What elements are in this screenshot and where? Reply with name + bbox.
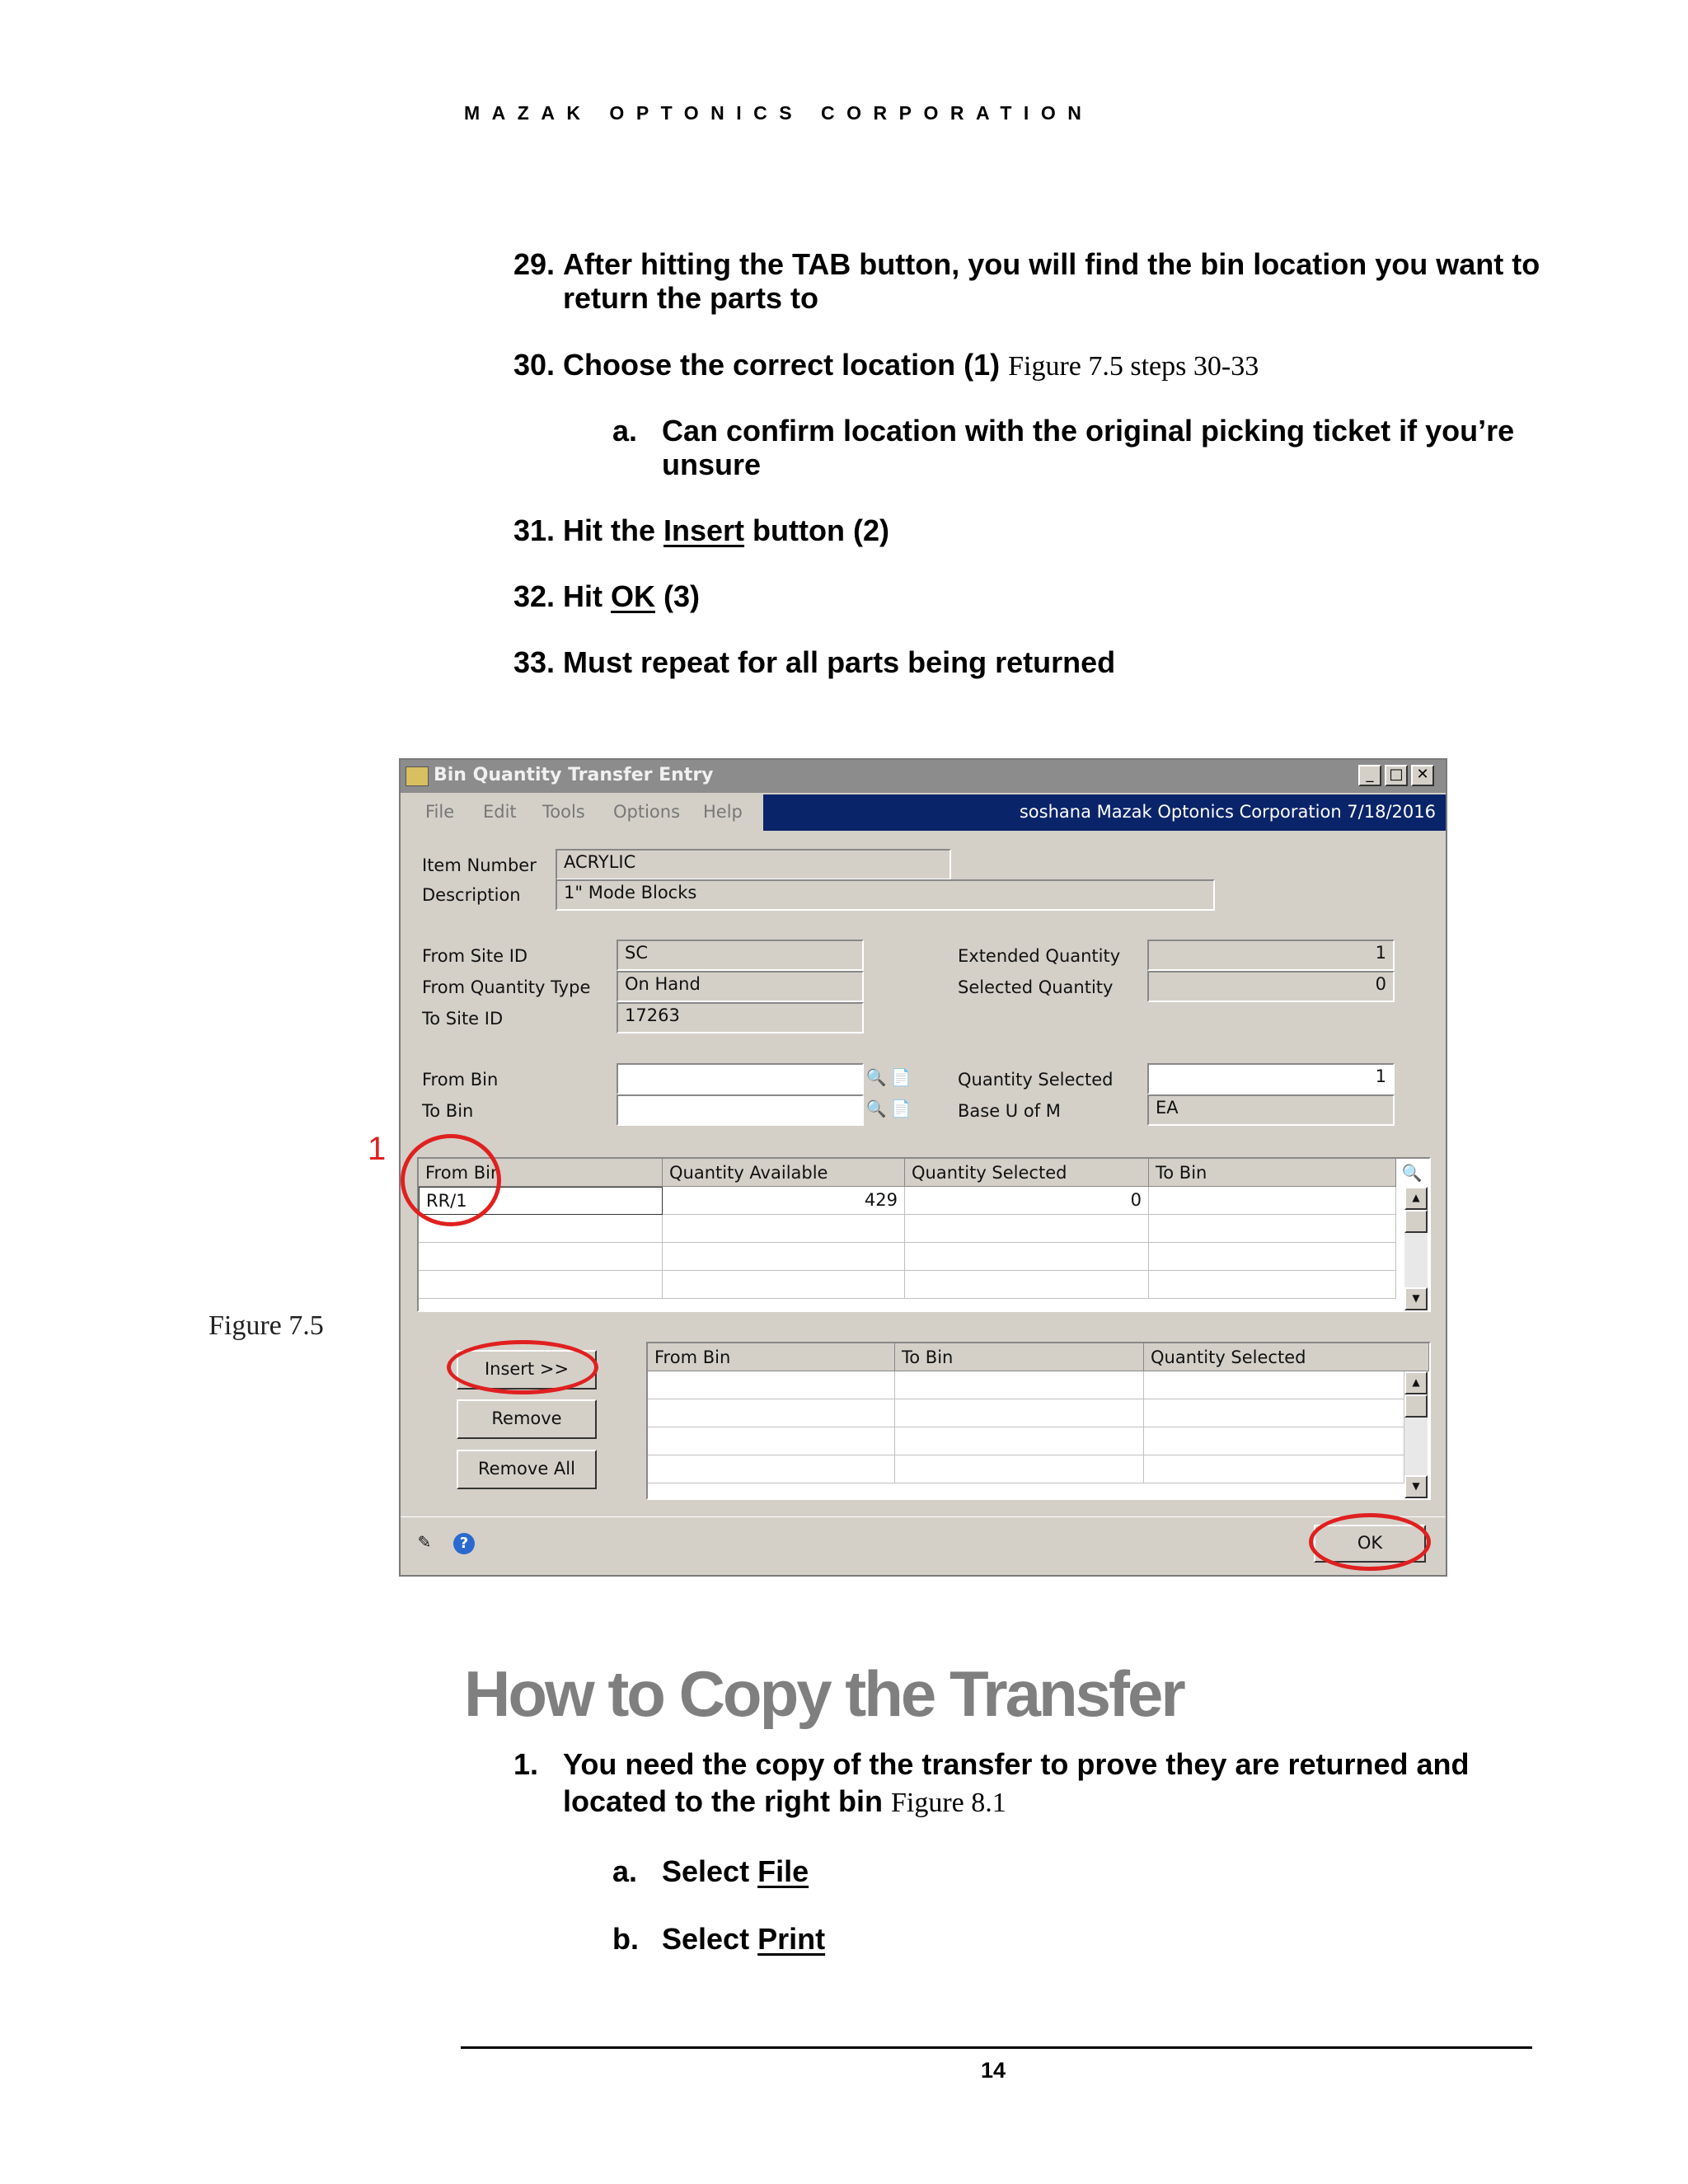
grid-empty-cell — [663, 1271, 905, 1299]
scroll-thumb[interactable] — [1404, 1210, 1428, 1233]
step-text: Hit the — [563, 513, 663, 547]
grid-header[interactable]: From Bin — [648, 1343, 895, 1371]
from-bin-note-icon[interactable]: 📄 — [890, 1067, 912, 1087]
from-qty-type-label: From Quantity Type — [422, 977, 591, 997]
grid-cell-from-bin[interactable]: RR/1 — [419, 1187, 663, 1215]
grid-empty-cell — [648, 1371, 895, 1399]
grid-empty-cell — [1149, 1271, 1396, 1299]
from-qty-type-field[interactable]: On Hand — [617, 971, 864, 1002]
step-31 — [513, 513, 1536, 551]
from-bin-lookup-icon[interactable]: 🔍 — [865, 1067, 887, 1087]
window-title: Bin Quantity Transfer Entry — [434, 765, 714, 785]
bin-quantity-transfer-window — [399, 758, 1447, 1577]
maximize-button[interactable]: □ — [1385, 765, 1408, 786]
copy-step-1 — [513, 1747, 1536, 1821]
grid-empty-cell — [648, 1455, 895, 1483]
step-text-cont: unsure — [662, 448, 762, 481]
step-text-cont: return the parts to — [563, 281, 819, 315]
grid-empty-cell — [895, 1399, 1144, 1427]
insert-button[interactable]: Insert >> — [457, 1350, 597, 1390]
from-site-label: From Site ID — [422, 946, 528, 966]
grid-header[interactable]: To Bin — [895, 1343, 1144, 1371]
grid-empty-cell — [663, 1215, 905, 1243]
app-icon — [406, 766, 429, 786]
from-bin-label: From Bin — [422, 1070, 499, 1090]
grid-empty-cell — [1144, 1399, 1404, 1427]
qty-selected-label: Quantity Selected — [958, 1070, 1114, 1090]
ok-link: OK — [611, 579, 655, 613]
copy-step-b — [612, 1922, 1519, 1959]
extended-qty-label: Extended Quantity — [958, 946, 1121, 966]
to-bin-note-icon[interactable]: 📄 — [890, 1099, 912, 1118]
grid-empty-cell — [1144, 1427, 1404, 1455]
item-number-field[interactable]: ACRYLIC — [556, 849, 951, 880]
step-letter: b. — [612, 1922, 639, 1956]
menu-help[interactable]: Help — [703, 802, 743, 822]
print-link: Print — [757, 1922, 826, 1956]
step-text-cont: located to the right bin — [563, 1784, 883, 1818]
step-text: Hit — [563, 579, 611, 613]
grid-empty-cell — [1149, 1215, 1396, 1243]
close-button[interactable]: ✕ — [1411, 765, 1434, 786]
grid-empty-cell — [895, 1371, 1144, 1399]
selected-qty-label: Selected Quantity — [958, 977, 1114, 997]
step-letter: a. — [612, 1854, 638, 1888]
grid-header[interactable]: Quantity Available — [663, 1159, 905, 1187]
base-uom-label: Base U of M — [958, 1101, 1061, 1121]
step-30a — [612, 414, 1536, 488]
grid-empty-cell — [648, 1399, 895, 1427]
description-field[interactable]: 1" Mode Blocks — [556, 879, 1215, 911]
step-text: Can confirm location with the original picking ticket if you’re — [662, 414, 1515, 448]
to-bin-label: To Bin — [422, 1101, 474, 1121]
step-text-end: (3) — [655, 579, 700, 613]
grid-empty-cell — [895, 1455, 1144, 1483]
selected-qty-field: 0 — [1147, 971, 1395, 1002]
step-text: You need the copy of the transfer to prove they are returned and — [563, 1747, 1470, 1781]
scroll-down-icon[interactable]: ▼ — [1404, 1287, 1428, 1310]
available-bins-grid — [417, 1157, 1431, 1312]
step-number: 1. — [513, 1747, 539, 1781]
user-info-bar — [763, 794, 1446, 831]
step-number: 30. — [513, 348, 556, 382]
step-number: 29. — [513, 247, 556, 281]
annotation-circle-2 — [447, 1340, 598, 1394]
step-text: Select — [662, 1854, 758, 1888]
user-info: soshana Mazak Optonics Corporation 7/18/2016 — [1019, 802, 1436, 822]
step-letter: a. — [612, 414, 638, 448]
grid-empty-cell — [663, 1243, 905, 1271]
from-site-field[interactable]: SC — [617, 940, 864, 971]
grid-empty-cell — [419, 1271, 663, 1299]
grid-empty-cell — [1144, 1455, 1404, 1483]
to-site-label: To Site ID — [422, 1009, 504, 1029]
step-text-end: button (2) — [744, 513, 889, 547]
grid-header[interactable]: Quantity Selected — [1144, 1343, 1429, 1371]
grid-empty-cell — [905, 1243, 1149, 1271]
grid-header[interactable]: Quantity Selected — [905, 1159, 1149, 1187]
title-bar — [401, 760, 1446, 793]
selected-bins-grid — [646, 1342, 1431, 1500]
qty-selected-field[interactable]: 1 — [1147, 1063, 1395, 1094]
grid-empty-cell — [1149, 1243, 1396, 1271]
page-number: 14 — [981, 2058, 1006, 2083]
step-text: Select — [662, 1922, 758, 1956]
item-number-label: Item Number — [422, 855, 537, 875]
figure-label: Figure 7.5 — [209, 1310, 324, 1341]
remove-all-button[interactable]: Remove All — [457, 1450, 597, 1489]
scroll-down-icon[interactable]: ▼ — [1404, 1475, 1428, 1498]
grid-empty-cell — [895, 1427, 1144, 1455]
scroll-up-icon[interactable]: ▲ — [1404, 1371, 1428, 1394]
grid-cell-qty-selected[interactable]: 0 — [905, 1187, 1149, 1215]
help-icon[interactable]: ? — [453, 1533, 475, 1554]
ok-button[interactable]: OK — [1314, 1525, 1426, 1563]
window-footer — [401, 1516, 1446, 1577]
remove-button[interactable]: Remove — [457, 1399, 597, 1439]
to-site-field[interactable]: 17263 — [617, 1002, 864, 1033]
step-29 — [513, 247, 1540, 321]
step-30 — [513, 348, 1536, 385]
grid-empty-cell — [905, 1215, 1149, 1243]
from-bin-field[interactable] — [617, 1063, 864, 1094]
file-link: File — [757, 1854, 809, 1888]
annotation-circle-3 — [1309, 1513, 1431, 1571]
grid-empty-cell — [905, 1271, 1149, 1299]
description-label: Description — [422, 885, 521, 905]
base-uom-field: EA — [1147, 1094, 1395, 1126]
menu-tools[interactable]: Tools — [542, 802, 585, 822]
grid-header[interactable]: From Bin — [419, 1159, 663, 1187]
extended-qty-field: 1 — [1147, 940, 1395, 971]
to-bin-lookup-icon[interactable]: 🔍 — [865, 1099, 887, 1118]
scroll-up-icon[interactable]: ▲ — [1404, 1187, 1428, 1210]
grid-empty-cell — [1144, 1371, 1404, 1399]
company-header: MAZAK OPTONICS CORPORATION — [464, 102, 1094, 124]
menu-edit[interactable]: Edit — [483, 802, 517, 822]
grid-scrollbar[interactable] — [1404, 1187, 1428, 1310]
step-number: 33. — [513, 645, 556, 679]
grid-header[interactable]: To Bin — [1149, 1159, 1396, 1187]
step-number: 31. — [513, 513, 556, 547]
menu-options[interactable]: Options — [613, 802, 681, 822]
footer-rule — [461, 2046, 1532, 2049]
section-title: How to Copy the Transfer — [464, 1657, 1184, 1730]
step-text: After hitting the TAB button, you will find the bin location you want to — [563, 247, 1540, 281]
annotation-circle-1 — [401, 1134, 501, 1226]
grid-empty-cell — [648, 1427, 895, 1455]
insert-link: Insert — [663, 513, 745, 547]
step-33 — [513, 645, 1536, 682]
step-32 — [513, 579, 1536, 616]
grid-cell-to-bin[interactable] — [1149, 1187, 1396, 1215]
grid-cell-qty-available: 429 — [663, 1187, 905, 1215]
scroll-thumb[interactable] — [1404, 1394, 1428, 1418]
minimize-button[interactable]: _ — [1358, 765, 1381, 786]
grid-lookup-icon[interactable]: 🔍 — [1401, 1163, 1423, 1183]
step-text: Must repeat for all parts being returned — [563, 645, 1116, 679]
figure-ref: Figure 7.5 steps 30-33 — [1008, 351, 1259, 382]
note-icon[interactable]: ✎ — [417, 1532, 432, 1552]
copy-step-a — [612, 1854, 1519, 1891]
grid-scrollbar[interactable] — [1404, 1371, 1428, 1498]
to-bin-field[interactable] — [617, 1094, 864, 1126]
step-number: 32. — [513, 579, 556, 613]
step-text: Choose the correct location (1) — [563, 348, 1001, 382]
callout-1: 1 — [368, 1131, 387, 1167]
grid-empty-cell — [419, 1243, 663, 1271]
menu-file[interactable]: File — [425, 802, 455, 822]
figure-ref: Figure 8.1 — [891, 1788, 1006, 1818]
